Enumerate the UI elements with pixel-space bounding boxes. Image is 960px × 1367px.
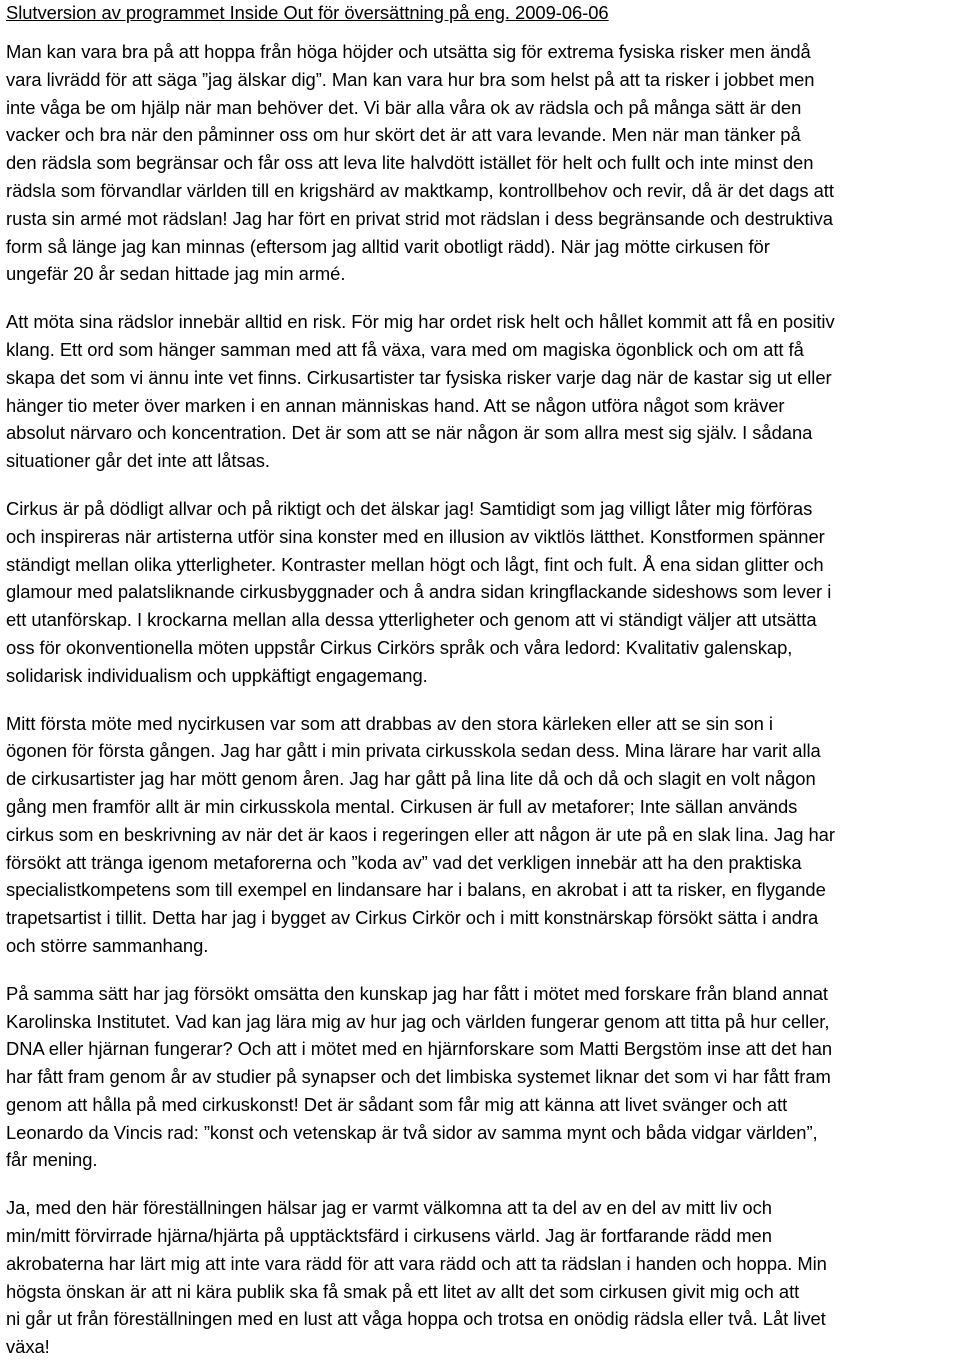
text-line: glamour med palatsliknande cirkusbyggnader och å andra sidan kringflackande sideshows som lever i xyxy=(6,581,832,603)
text-line: Ja, med den här föreställningen hälsar jag er varmt välkomna att ta del av en del av mitt liv och xyxy=(6,1197,772,1219)
text-line: Man kan vara bra på att hoppa från höga höjder och utsätta sig för extrema fysiska risker men ändå xyxy=(6,41,811,62)
text-line: situationer går det inte att låtsas. xyxy=(6,450,270,472)
text-line: hänger tio meter över marken i en annan människas hand. Att se någon utföra något som kräver xyxy=(6,394,785,416)
document-title: Slutversion av programmet Inside Out för översättning på eng. 2009-06-06 xyxy=(6,2,609,23)
text-line: och inspireras när artisterna utför sina konster med en illusion av viktlös lätthet. Konstformen spänner xyxy=(6,525,825,547)
text-line: rädsla som förvandlar världen till en krigshärd av maktkamp, kontrollbehov och revir, då är det dags att xyxy=(6,179,834,201)
text-line: cirkus som en beskrivning av när det är kaos i regeringen eller att någon är ute på en slak lina. Jag har xyxy=(6,823,835,845)
text-line: På samma sätt har jag försökt omsätta den kunskap jag har fått i mötet med forskare från bland annat xyxy=(6,982,828,1004)
text-line: klang. Ett ord som hänger samman med att få växa, vara med om magiska ögonblick och om att få xyxy=(6,338,804,360)
text-line: vacker och bra när den påminner oss om hur skört det är att vara levande. Men när man tänker på xyxy=(6,124,801,146)
text-line: akrobaterna har lärt mig att inte vara rädd för att vara rädd och att ta rädslan i handen och hoppa. Min xyxy=(6,1252,827,1274)
text-line: Att möta sina rädslor innebär alltid en risk. För mig har ordet risk helt och hållet kommit att få en positiv xyxy=(6,311,835,333)
text-line: form så länge jag kan minnas (eftersom jag alltid varit obotligt rädd). När jag mötte cirkusen för xyxy=(6,235,770,257)
text-line: den rädsla som begränsar och får oss att leva lite halvdött istället för helt och fullt och inte minst den xyxy=(6,152,814,174)
text-line: de cirkusartister jag har mött genom åren. Jag har gått på lina lite då och då och slagit en volt någon xyxy=(6,768,816,790)
text-line: Cirkus är på dödligt allvar och på riktigt och det älskar jag! Samtidigt som jag villigt låter mig förföras xyxy=(6,497,813,519)
text-line: har fått fram genom år av studier på synapser och det limbiska systemet liknar det som vi har fått fram xyxy=(6,1066,831,1088)
text-line: specialistkompetens som till exempel en lindansare har i balans, en akrobat i att ta risker, en flygande xyxy=(6,879,826,901)
text-line: DNA eller hjärnan fungerar? Och att i mötet med en hjärnforskare som Matti Bergstöm inse att det han xyxy=(6,1038,833,1060)
text-line: trapetsartist i tillit. Detta har jag i bygget av Cirkus Cirkör och i mitt konstnärskap försökt sätta i andra xyxy=(6,907,819,929)
text-line: ett utanförskap. I krockarna mellan alla dessa ytterligheter och genom att vi ständigt väljer att utsätta xyxy=(6,609,817,631)
text-line: ständigt mellan olika ytterligheter. Kontraster mellan högt och lågt, fint och fult. Å ena sidan glitter och xyxy=(6,553,824,575)
text-line: högsta önskan är att ni kära publik ska få smak på ett litet av allt det som cirkusen givit mig och att xyxy=(6,1280,800,1302)
text-line: min/mitt förvirrade hjärna/hjärta på upptäcktsfärd i cirkusens värld. Jag är fortfarande rädd men xyxy=(6,1225,772,1247)
text-line: får mening. xyxy=(6,1149,98,1171)
text-line: gång men framför allt är min cirkusskola mental. Cirkusen är full av metaforer; Inte sällan används xyxy=(6,795,798,817)
text-line: absolut närvaro och koncentration. Det är som att se när någon är som allra mest sig själv. I sådana xyxy=(6,422,813,444)
text-line: genom att hålla på med cirkuskonst! Det är sådant som får mig att känna att livet svänger och att xyxy=(6,1093,788,1115)
text-line: ungefär 20 år sedan hittade jag min armé. xyxy=(6,263,346,285)
text-line: växa! xyxy=(6,1336,50,1358)
paragraph xyxy=(6,38,954,288)
text-line: Mitt första möte med nycirkusen var som att drabbas av den stora kärleken eller att se sin son i xyxy=(6,712,773,734)
text-line: och större sammanhang. xyxy=(6,934,209,956)
text-line: skapa det som vi ännu inte vet finns. Cirkusartister tar fysiska risker varje dag när de kastar sig ut eller xyxy=(6,366,832,388)
text-line: inte våga be om hjälp när man behöver det. Vi bär alla våra ok av rädsla och på många sätt är den xyxy=(6,96,802,118)
text-line: rusta sin armé mot rädslan! Jag har fört en privat strid mot rädslan i dess begränsande och destruktiva xyxy=(6,207,833,229)
paragraph xyxy=(6,710,954,960)
text-line: Leonardo da Vincis rad: ”konst och vetenskap är två sidor av samma mynt och båda vidgar världen”, xyxy=(6,1121,818,1143)
text-line: ni går ut från föreställningen med en lust att våga hoppa och trotsa en onödig rädsla eller två. Låt livet xyxy=(6,1308,826,1330)
text-line: Karolinska Institutet. Vad kan jag lära mig av hur jag och världen fungerar genom att titta på hur celler, xyxy=(6,1010,830,1032)
paragraph xyxy=(6,308,954,475)
text-line: försökt att tränga igenom metaforerna och ”koda av” vad det verkligen innebär att ha den praktiska xyxy=(6,851,802,873)
document-body xyxy=(6,38,954,1361)
text-line: solidarisk individualism och uppkäftigt engagemang. xyxy=(6,664,428,686)
paragraph xyxy=(6,495,954,690)
text-line: oss för okonventionella möten uppstår Cirkus Cirkörs språk och våra ledord: Kvalitativ galenskap, xyxy=(6,636,793,658)
text-line: ögonen för första gången. Jag har gått i min privata cirkusskola sedan dess. Mina lärare har varit alla xyxy=(6,740,821,762)
paragraph xyxy=(6,1194,954,1361)
text-line: vara livrädd för att säga ”jag älskar dig”. Man kan vara hur bra som helst på att ta risker i jobbet men xyxy=(6,68,815,90)
paragraph xyxy=(6,980,954,1175)
